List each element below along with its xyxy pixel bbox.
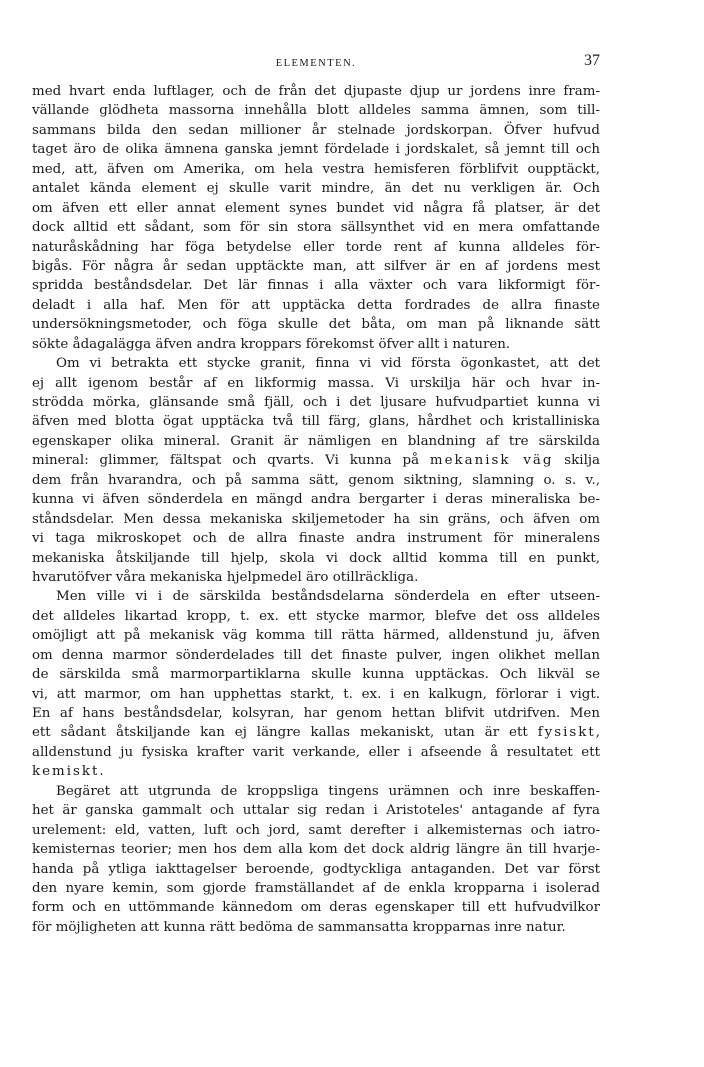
text-line: hvarutöfver våra mekaniska hjelpmedel äro otillräckliga. xyxy=(32,569,419,585)
text-line: taget äro de olika ämnena ganska jemnt fördelade i jordskalet, så jemnt till och xyxy=(32,142,600,158)
text-line: mineral: glimmer, fältspat och qvarts. Vi kunna på mekanisk väg skilja xyxy=(32,453,600,469)
text-line: sammans bilda den sedan millioner år stelnade jordskorpan. Öfver hufvud xyxy=(32,122,600,138)
text-line: sökte ådagalägga äfven andra kroppars förekomst öfver allt i naturen. xyxy=(32,336,511,352)
text-line: deladt i alla haf. Men för att upptäcka detta fordrades de allra finaste xyxy=(32,297,600,313)
text-line: kemiskt. xyxy=(32,764,104,780)
spaced-emphasis: fysiskt xyxy=(537,725,596,741)
text-line: bigås. För några år sedan upptäckte man, att silfver är en af jordens mest xyxy=(32,258,600,274)
body-text xyxy=(32,82,600,937)
text-line: det alldeles likartad kropp, t. ex. ett stycke marmor, blefve det oss alldeles xyxy=(32,608,600,624)
text-line: En af hans beståndsdelar, kolsyran, har genom hettan blifvit utdrifven. Men xyxy=(32,706,600,721)
text-line: het är ganska gammalt och uttalar sig redan i Aristoteles' antagande af fyra xyxy=(32,803,600,819)
text-line: egenskaper olika mineral. Granit är nämligen en blandning af tre särskilda xyxy=(32,433,600,449)
text-line: Men ville vi i de särskilda beståndsdelarna sönderdela en efter utseen- xyxy=(56,589,600,605)
text-line: Begäret att utgrunda de kroppsliga tingens urämnen och inre beskaffen- xyxy=(56,783,600,799)
text-line: kemisternas teorier; men hos dem alla kom det dock aldrig längre än till hvarje- xyxy=(32,842,600,858)
text-line: med, att, äfven om Amerika, om hela vestra hemisferen förblifvit oupptäckt, xyxy=(32,161,600,177)
text-line: antalet kända element ej skulle varit mindre, än det nu verkligen är. Och xyxy=(32,181,600,197)
text-line: urelement: eld, vatten, luft och jord, samt derefter i alkemisternas och iatro- xyxy=(32,822,600,838)
text-line: naturåskådning har föga betydelse eller torde rent af kunna alldeles för- xyxy=(32,239,600,255)
text-line: om denna marmor sönderdelades till det finaste pulver, ingen olikhet mellan xyxy=(32,647,600,663)
text-line: Om vi betrakta ett stycke granit, finna vi vid första ögonkastet, att det xyxy=(56,356,600,372)
text-line: undersökningsmetoder, och föga skulle det båta, om man på liknande sätt xyxy=(32,317,600,333)
page-number: 37 xyxy=(584,52,600,69)
text-line: alldenstund ju fysiska krafter varit verkande, eller i afseende å resultatet ett xyxy=(32,744,600,760)
text-line: för möjligheten att kunna rätt bedöma de sammansatta kropparnas inre natur. xyxy=(32,919,566,935)
text-line: om äfven ett eller annat element synes bundet vid några få platser, är det xyxy=(32,200,600,216)
text-line: handa på ytliga iakttagelser beroende, godtyckliga antaganden. Det var först xyxy=(32,861,600,877)
text-line: spridda beståndsdelar. Det lär finnas i alla växter och vara likformigt för- xyxy=(32,278,600,294)
spaced-emphasis: mekanisk väg xyxy=(429,453,554,469)
text-line: form och en uttömmande kännedom om deras egenskaper till ett hufvudvilkor xyxy=(32,900,600,916)
text-line: strödda mörka, glänsande små fjäll, och i det ljusare hufvudpartiet kunna vi xyxy=(32,395,600,410)
text-line: de särskilda små marmorpartiklarna skulle kunna upptäckas. Och likväl se xyxy=(32,667,600,683)
text-line: med hvart enda luftlager, och de från det djupaste djup ur jordens inre fram- xyxy=(32,84,600,99)
text-line: mekaniska åtskiljande till hjelp, skola vi dock alltid komma till en punkt, xyxy=(32,550,600,566)
text-line: omöjligt att på mekanisk väg komma till rätta härmed, alldenstund ju, äfven xyxy=(32,628,600,644)
text-line: den nyare kemin, som gjorde framställandet af de enkla kropparna i isolerad xyxy=(32,880,600,896)
text-line: dock alltid ett sådant, som för sin stora sällsynthet vid en mera omfattande xyxy=(32,220,600,236)
text-line: ståndsdelar. Men dessa mekaniska skiljemetoder ha sin gräns, och äfven om xyxy=(32,511,600,527)
text-line: ej allt igenom består af en likformig massa. Vi urskilja här och hvar in- xyxy=(32,375,600,391)
text-line: ett sådant åtskiljande kan ej längre kallas mekaniskt, utan är ett fysiskt, xyxy=(32,725,600,741)
text-line: kunna vi äfven sönderdela en mängd andra bergarter i deras mineraliska be- xyxy=(32,492,600,508)
text-line: dem från hvarandra, och på samma sätt, genom siktning, slamning o. s. v., xyxy=(32,472,600,488)
text-line: vi, att marmor, om han upphettas starkt, t. ex. i en kalkugn, förlorar i vigt. xyxy=(32,686,600,702)
running-title: ELEMENTEN. xyxy=(275,58,357,69)
spaced-emphasis: kemiskt xyxy=(32,764,100,780)
text-line: vällande glödheta massorna innehålla blott alldeles samma ämnen, som till- xyxy=(32,103,600,119)
page-header xyxy=(32,52,600,74)
text-line: vi taga mikroskopet och de allra finaste andra instrument för mineralens xyxy=(32,531,600,547)
text-line: äfven med blotta ögat upptäcka två till färg, glans, hårdhet och kristalliniska xyxy=(32,414,600,430)
